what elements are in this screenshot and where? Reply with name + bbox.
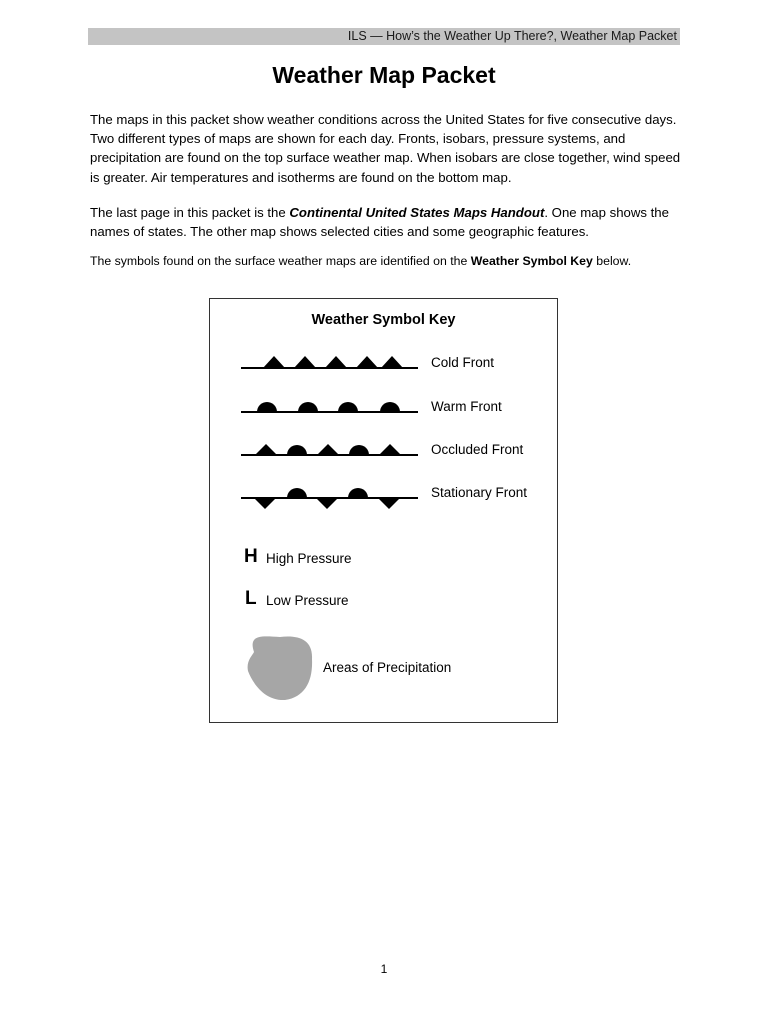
- header-text: ILS — How’s the Weather Up There?, Weather Map Packet: [347, 29, 677, 43]
- handout-text-before: The last page in this packet is the: [90, 205, 290, 220]
- low-pressure-symbol: L: [245, 588, 257, 609]
- handout-title: Continental United States Maps Handout: [289, 205, 545, 220]
- warm-front-icon: [241, 402, 418, 412]
- symbol-paragraph: [90, 252, 682, 271]
- symbol-key-graphics: [210, 299, 557, 722]
- handout-paragraph: [90, 203, 682, 241]
- symbol-text-before: The symbols found on the surface weather maps are identified on the: [90, 254, 471, 268]
- symbol-key-reference: Weather Symbol Key: [470, 254, 593, 268]
- precipitation-label: Areas of Precipitation: [323, 660, 452, 675]
- occluded-front-icon: [241, 444, 418, 455]
- high-pressure-label: High Pressure: [266, 551, 352, 566]
- low-pressure-label: Low Pressure: [266, 593, 349, 608]
- page-title: Weather Map Packet: [272, 62, 496, 88]
- stationary-front-label: Stationary Front: [431, 485, 528, 500]
- intro-text: The maps in this packet show weather conditions across the United States for five consecutive days. Two different types of maps are shown for each day. Fronts, isobars, pressure systems, and precipitation are found on the top surface weather map. When isobars are close together, wind speed is greater. Air temperatures and isotherms are found on the bottom map.: [90, 112, 681, 185]
- warm-front-label: Warm Front: [431, 399, 502, 414]
- intro-paragraph: [90, 110, 682, 187]
- high-pressure-symbol: H: [244, 546, 258, 567]
- precipitation-area-icon: [248, 636, 312, 700]
- cold-front-label: Cold Front: [431, 355, 495, 370]
- symbol-key-title: Weather Symbol Key: [311, 312, 456, 328]
- page-number: 1: [380, 962, 388, 976]
- stationary-front-icon: [241, 488, 418, 509]
- handout-text-after: . One map shows the names of states. The other map shows selected cities and some geographic features.: [90, 205, 669, 240]
- header-bar: [88, 28, 680, 45]
- cold-front-icon: [241, 356, 418, 368]
- occluded-front-label: Occluded Front: [431, 442, 524, 457]
- weather-symbol-key: [209, 298, 558, 723]
- symbol-text-after: below.: [592, 254, 632, 268]
